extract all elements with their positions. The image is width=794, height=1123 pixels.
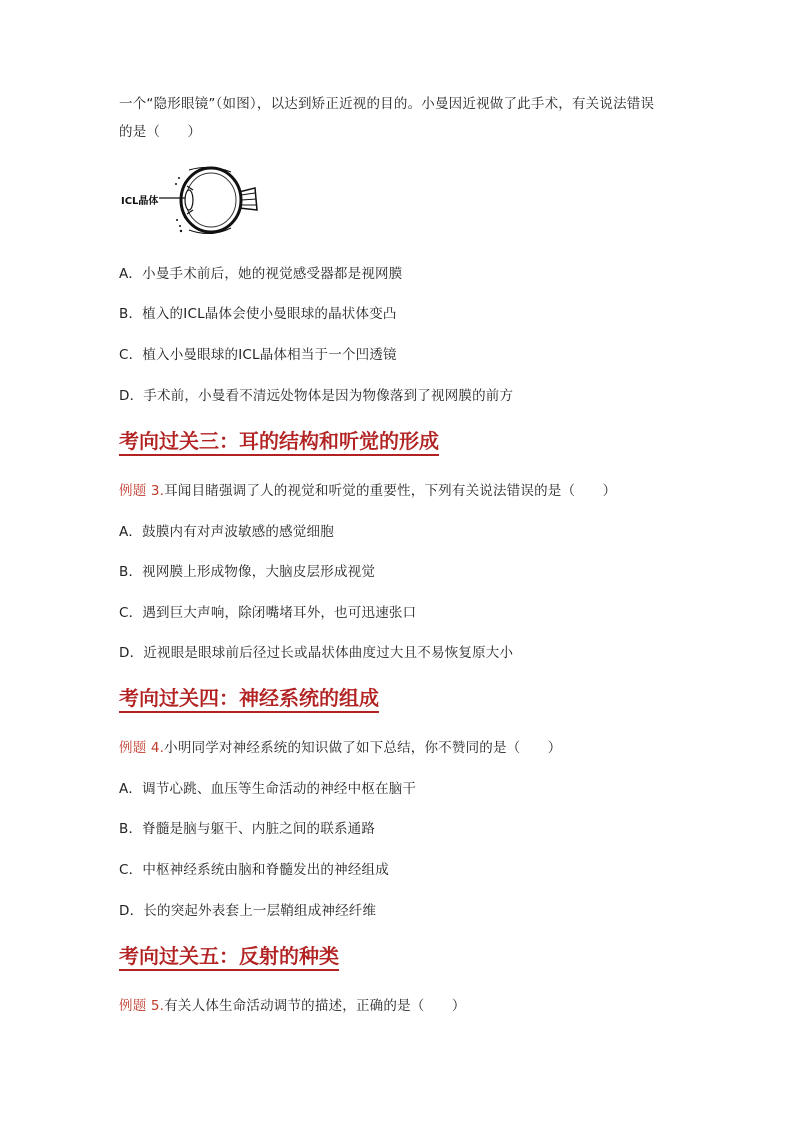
option-c: C．植入小曼眼球的ICL晶体相当于一个凹透镜 xyxy=(119,347,397,363)
question-stem-line-2: 的是（ ） xyxy=(119,124,202,140)
example-3-stem xyxy=(119,482,616,500)
section-heading-3 xyxy=(119,428,439,454)
option-c: C．遇到巨大声响，除闭嘴堵耳外，也可迅速张口 xyxy=(119,605,417,621)
example-4-stem xyxy=(119,739,561,757)
example-stem-text: 小明同学对神经系统的知识做了如下总结，你不赞同的是（ ） xyxy=(164,740,562,756)
example-label: 例题 3. xyxy=(119,483,165,499)
eye-diagram-icon xyxy=(119,164,269,244)
example-5-stem xyxy=(119,997,466,1015)
question-stem-line-1: 一个“隐形眼镜”（如图），以达到矫正近视的目的。小曼因近视做了此手术，有关说法错误 xyxy=(119,96,655,112)
example-stem-text: 耳闻目睹强调了人的视觉和听觉的重要性，下列有关说法错误的是（ ） xyxy=(164,483,617,499)
section-heading-4 xyxy=(119,685,379,711)
example-label: 例题 4. xyxy=(119,740,165,756)
section-title-3: 考向过关三：耳的结构和听觉的形成 xyxy=(119,429,439,456)
option-d: D．近视眼是眼球前后径过长或晶状体曲度过大且不易恢复原大小 xyxy=(119,645,514,661)
section-heading-5 xyxy=(119,943,339,969)
option-d: D．长的突起外表套上一层鞘组成神经纤维 xyxy=(119,903,377,919)
option-a: A．小曼手术前后，她的视觉感受器都是视网膜 xyxy=(119,266,403,282)
eye-icl-figure xyxy=(119,164,269,244)
example-label: 例题 5. xyxy=(119,998,165,1014)
option-a: A．鼓膜内有对声波敏感的感觉细胞 xyxy=(119,524,334,540)
option-b: B．脊髓是脑与躯干、内脏之间的联系通路 xyxy=(119,821,376,837)
option-b: B．视网膜上形成物像，大脑皮层形成视觉 xyxy=(119,564,376,580)
option-c: C．中枢神经系统由脑和脊髓发出的神经组成 xyxy=(119,862,389,878)
section-title-4: 考向过关四：神经系统的组成 xyxy=(119,686,379,713)
example-stem-text: 有关人体生命活动调节的描述，正确的是（ ） xyxy=(164,998,466,1014)
option-b: B．植入的ICL晶体会使小曼眼球的晶状体变凸 xyxy=(119,306,397,322)
option-a: A．调节心跳、血压等生命活动的神经中枢在脑干 xyxy=(119,781,417,797)
option-d: D．手术前，小曼看不清远处物体是因为物像落到了视网膜的前方 xyxy=(119,388,514,404)
section-title-5: 考向过关五：反射的种类 xyxy=(119,944,339,971)
figure-label: ICL晶体 xyxy=(121,196,159,207)
